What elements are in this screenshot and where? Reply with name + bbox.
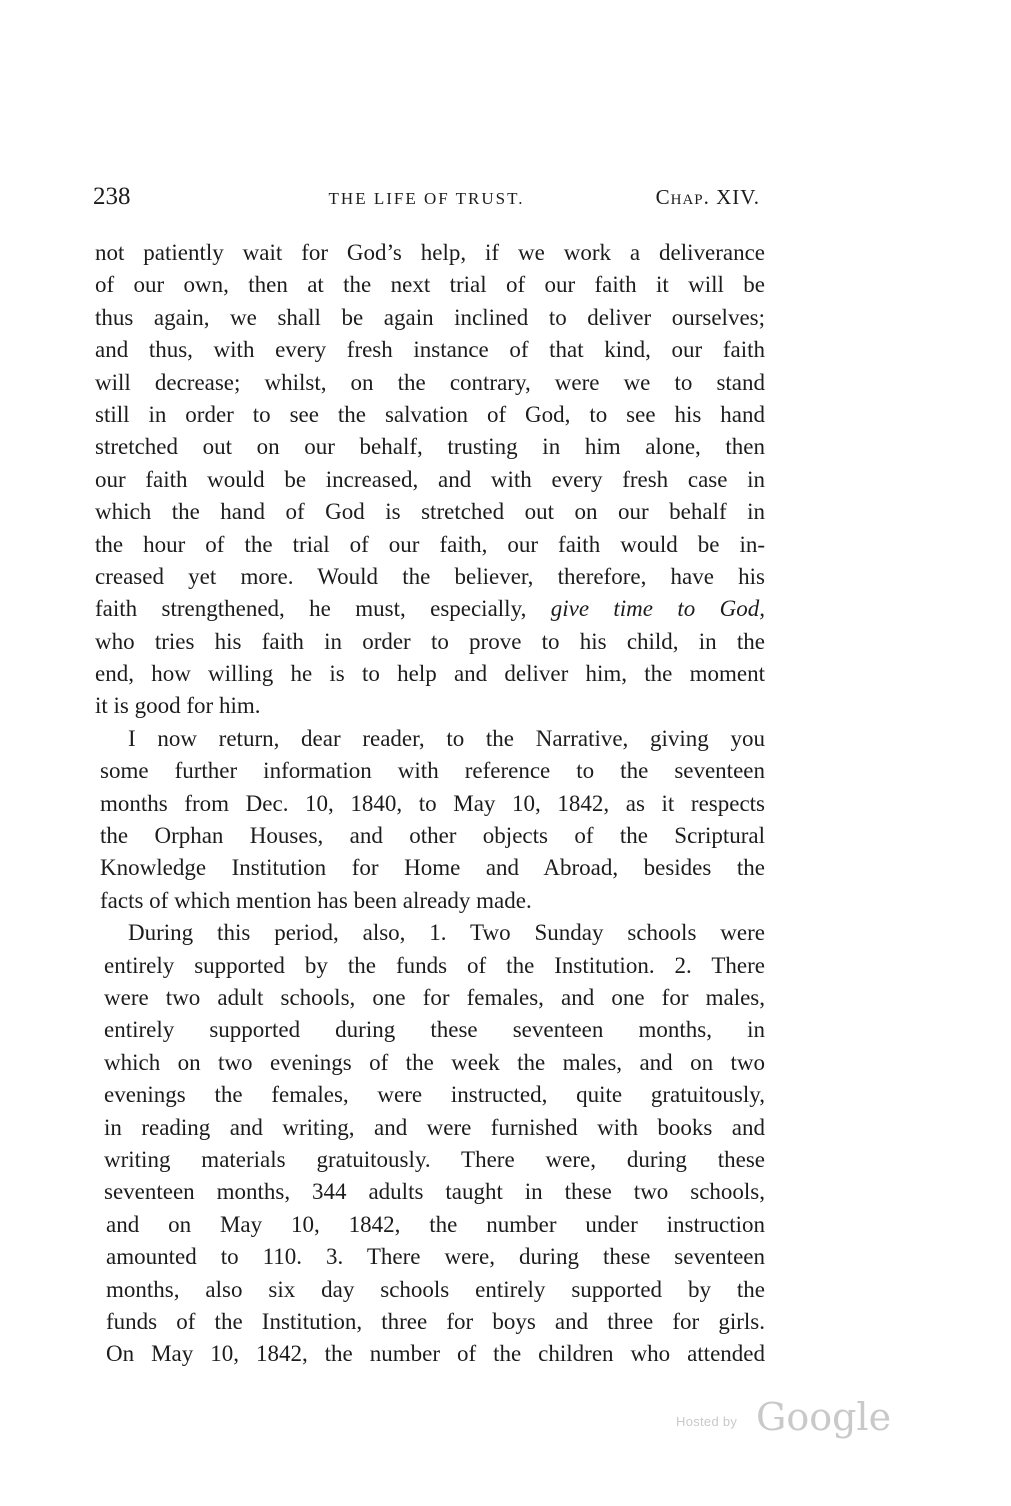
- page-number: 238: [93, 183, 131, 210]
- text-line: funds of the Institution, three for boys and three for girls.: [106, 1308, 765, 1334]
- italic-emphasis: give time to God,: [550, 596, 766, 622]
- chapter-label: Chap. XIV.: [655, 185, 760, 209]
- hosted-by-watermark: [676, 1394, 892, 1444]
- text-line: were two adult schools, one for females, and one for males,: [104, 984, 765, 1010]
- text-line: entirely supported during these seventeen months, in: [104, 1017, 765, 1043]
- text-line: months, also six day schools entirely supported by the: [106, 1276, 765, 1302]
- paragraph-1: [95, 237, 765, 723]
- text-line: end, how willing he is to help and deliver him, the moment: [95, 661, 765, 687]
- text-line: stretched out on our behalf, trusting in him alone, then: [95, 434, 765, 460]
- text-line: entirely supported by the funds of the Institution. 2. There: [104, 952, 765, 978]
- paragraph-3: [95, 917, 765, 1370]
- text-line: not patiently wait for God’s help, if we work a deliverance: [95, 240, 765, 265]
- text-line: seventeen months, 344 adults taught in these two schools,: [104, 1179, 765, 1205]
- text-line: which the hand of God is stretched out on our behalf in: [95, 499, 765, 525]
- text-line: it is good for him.: [95, 693, 261, 719]
- text-line: evenings the females, were instructed, quite gratuitously,: [104, 1082, 765, 1108]
- text-line: our faith would be increased, and with every fresh case in: [95, 466, 765, 492]
- text-line: thus again, we shall be again inclined to deliver ourselves;: [95, 304, 765, 330]
- text-line-with-emphasis: [95, 593, 765, 625]
- text-line: Knowledge Institution for Home and Abroad, besides the: [100, 855, 765, 881]
- text-line: During this period, also, 1. Two Sunday schools were: [128, 920, 765, 946]
- book-title: THE LIFE OF TRUST.: [328, 189, 525, 208]
- text-segment: faith strengthened, he must, especially,: [95, 596, 527, 622]
- text-line: who tries his faith in order to prove to his child, in the: [95, 628, 765, 654]
- text-line: On May 10, 1842, the number of the children who attended: [106, 1341, 765, 1367]
- google-logo: Google: [756, 1395, 892, 1439]
- text-line: I now return, dear reader, to the Narrative, giving you: [128, 725, 765, 751]
- watermark-prefix: Hosted by: [676, 1414, 738, 1429]
- text-line: creased yet more. Would the believer, therefore, have his: [95, 563, 765, 589]
- text-line: and thus, with every fresh instance of that kind, our faith: [95, 337, 765, 363]
- text-line: months from Dec. 10, 1840, to May 10, 1842, as it respects: [100, 790, 765, 816]
- text-line: will decrease; whilst, on the contrary, were we to stand: [95, 369, 765, 395]
- running-head: [93, 180, 760, 214]
- text-line: the hour of the trial of our faith, our faith would be in-: [95, 531, 765, 557]
- text-line: some further information with reference to the seventeen: [100, 758, 765, 784]
- text-line: in reading and writing, and were furnished with books and: [104, 1114, 765, 1140]
- text-line: which on two evenings of the week the males, and on two: [104, 1049, 765, 1075]
- text-line: of our own, then at the next trial of our faith it will be: [95, 272, 765, 298]
- body-text: [95, 237, 765, 1371]
- paragraph-2: [95, 723, 765, 917]
- text-line: and on May 10, 1842, the number under instruction: [106, 1211, 765, 1237]
- text-line: still in order to see the salvation of God, to see his hand: [95, 401, 765, 427]
- text-line: facts of which mention has been already made.: [100, 887, 532, 913]
- text-line: amounted to 110. 3. There were, during these seventeen: [106, 1244, 765, 1270]
- text-line: the Orphan Houses, and other objects of the Scriptural: [100, 823, 765, 849]
- text-line: writing materials gratuitously. There were, during these: [104, 1146, 765, 1172]
